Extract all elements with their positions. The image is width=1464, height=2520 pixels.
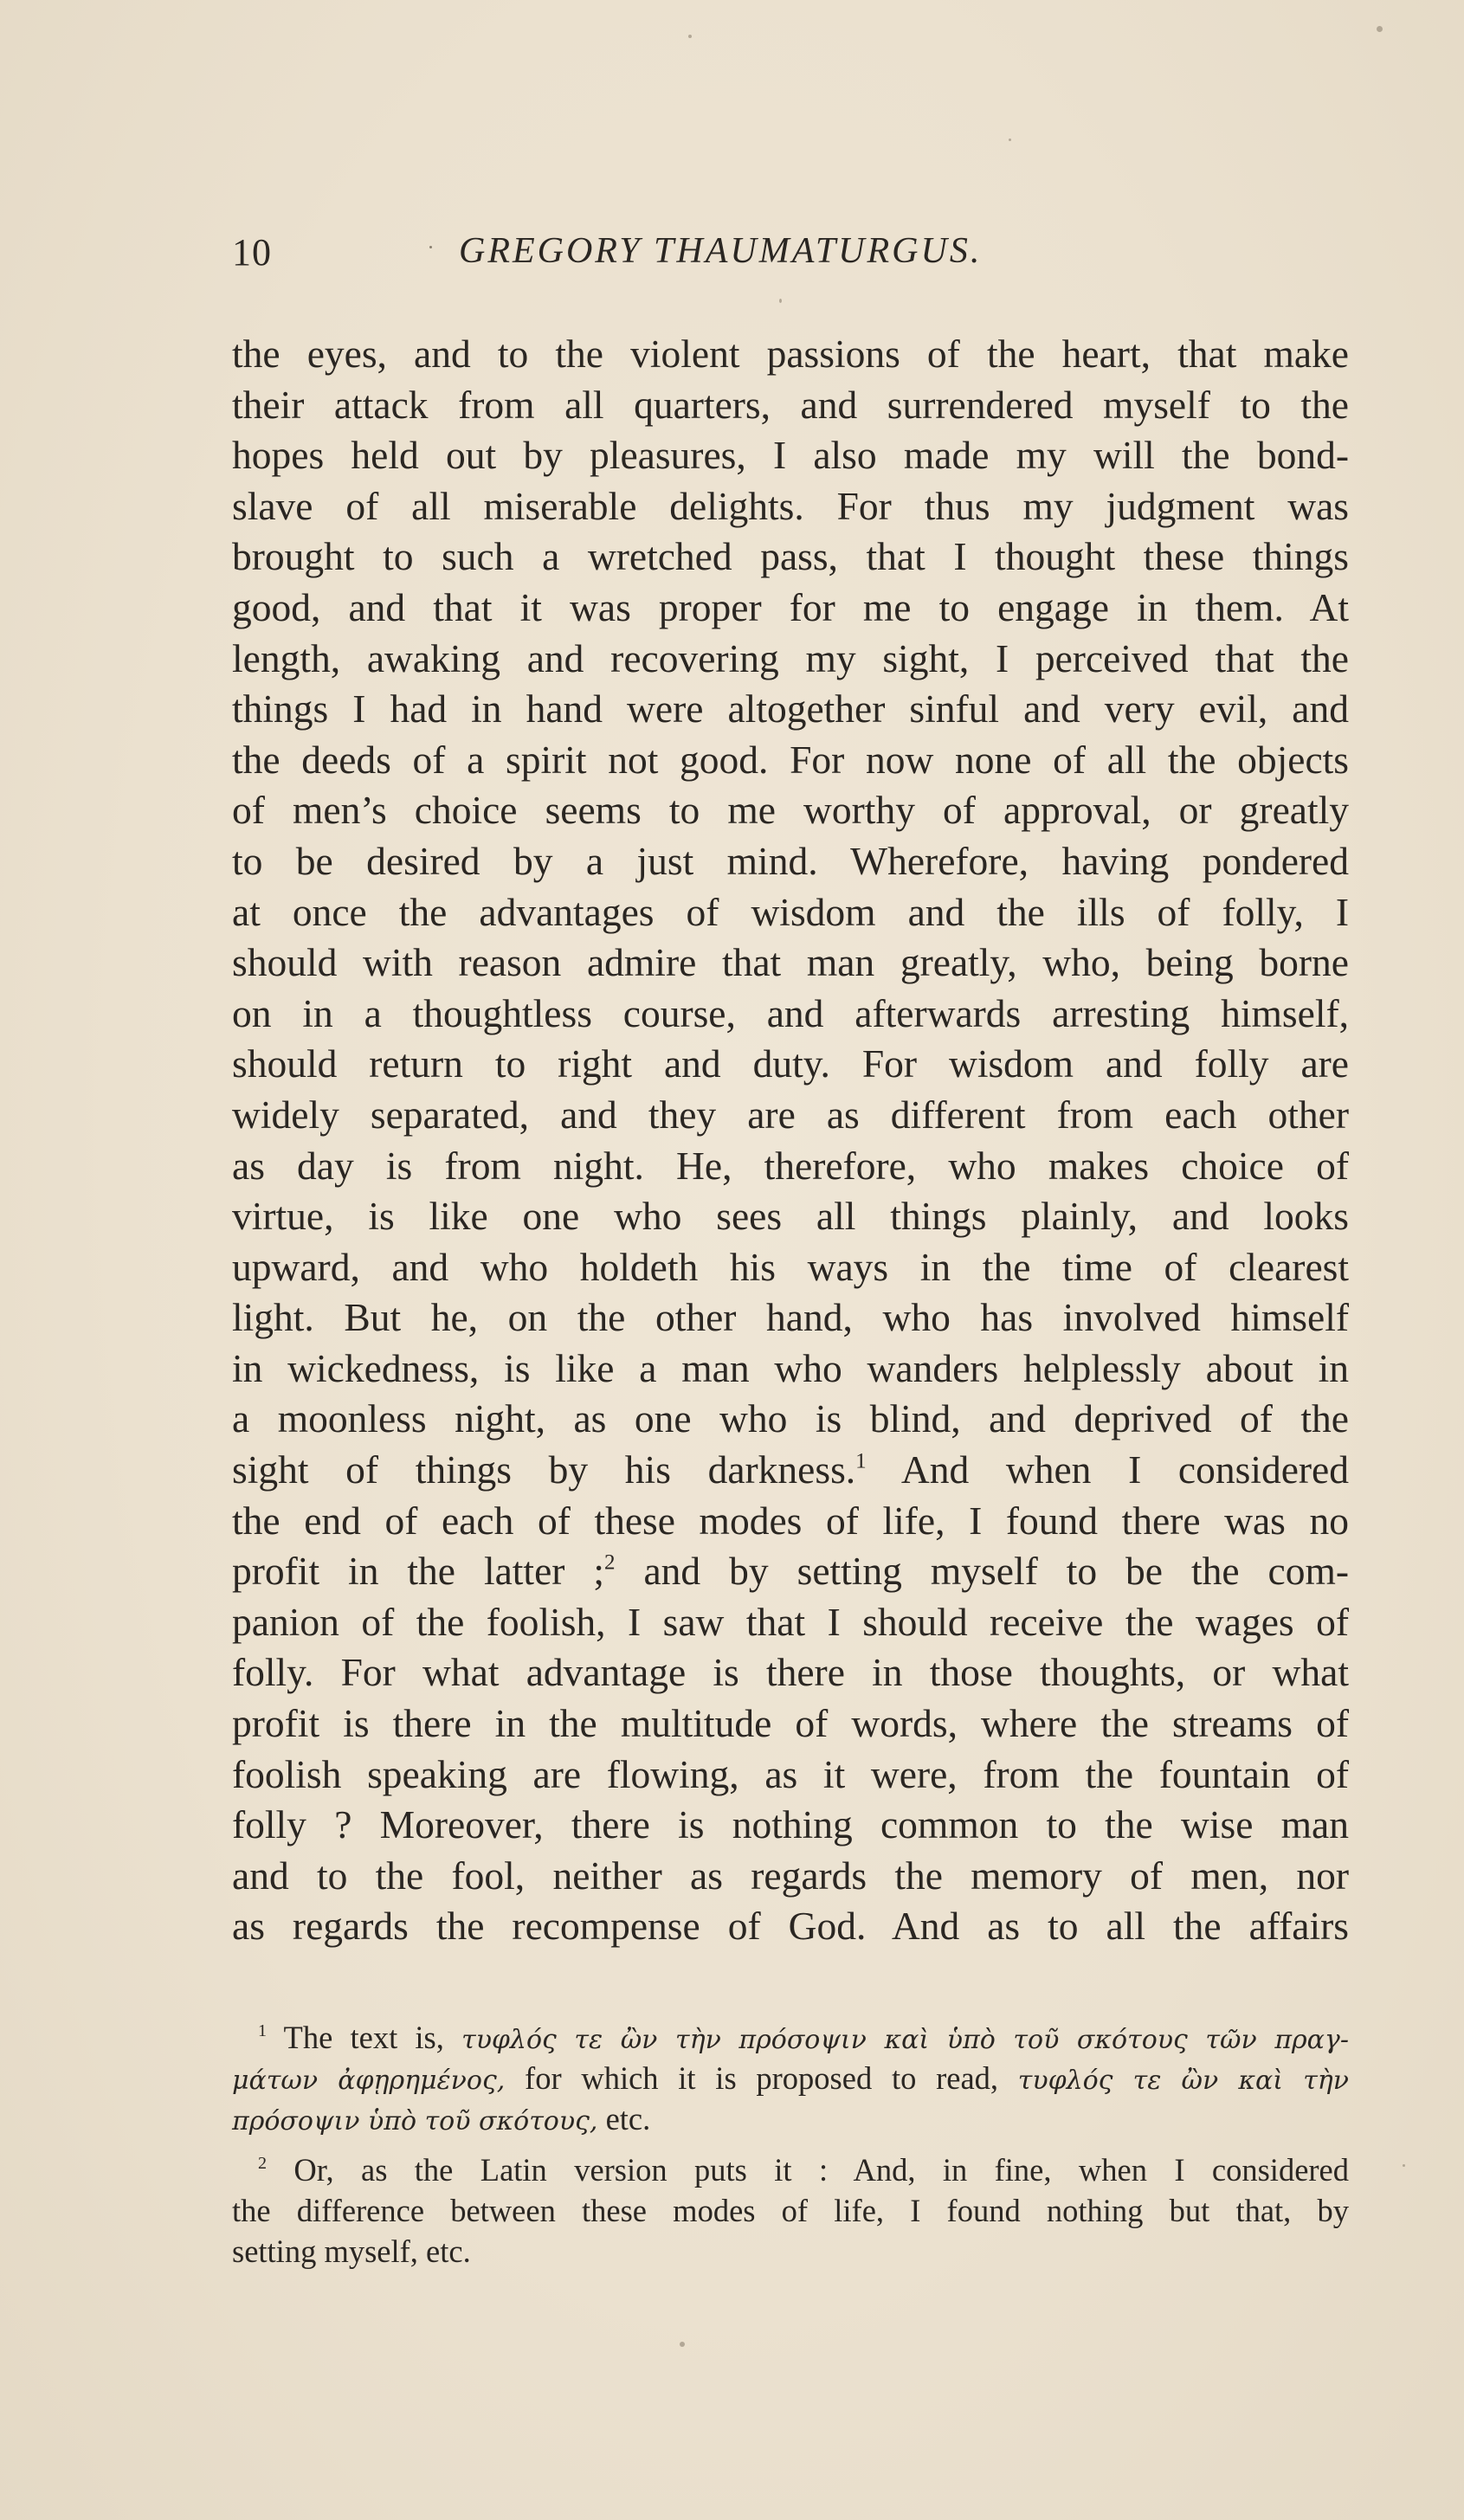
page-header: [232, 230, 1349, 282]
text-segment: profit in the latter ;: [232, 1549, 605, 1594]
text-line: folly. For what advantage is there in those thoughts, or what: [232, 1650, 1349, 1695]
text-line: hopes held out by pleasures, I also made my will the bond-: [232, 433, 1349, 478]
text-line: and to the fool, neither as regards the memory of men, nor: [232, 1853, 1349, 1898]
footnote-text: etc.: [597, 2101, 651, 2137]
text-line: slave of all miserable delights. For thus my judgment was: [232, 483, 1349, 528]
text-line: to be desired by a just mind. Wherefore, having pondered: [232, 838, 1349, 883]
text-line-with-note-ref: [232, 1546, 1349, 1597]
greek-text: μάτων ἀφῃρημένος,: [232, 2066, 506, 2096]
paper-speck: [680, 2342, 685, 2347]
text-line: profit is there in the multitude of words, where the streams of: [232, 1701, 1349, 1746]
greek-text: τυφλός τε ὢν τὴν πρόσοψιν καὶ ὑπὸ τοῦ σκότους τῶν πραγ-: [461, 2025, 1349, 2055]
text-line-with-note-ref: [232, 1445, 1349, 1496]
text-line: length, awaking and recovering my sight, I perceived that the: [232, 635, 1349, 680]
footnote-spacer: [232, 2139, 1349, 2149]
text-line: should with reason admire that man greatly, who, being borne: [232, 940, 1349, 985]
text-line: as regards the recompense of God. And as to all the affairs: [232, 1904, 1349, 1949]
footnote-2-line: [232, 2149, 1349, 2190]
text-line: light. But he, on the other hand, who has involved himself: [232, 1295, 1349, 1340]
footnote-ref-2[interactable]: 2: [604, 1550, 616, 1575]
text-line: a moonless night, as one who is blind, and deprived of the: [232, 1396, 1349, 1441]
text-line: widely separated, and they are as different from each other: [232, 1092, 1349, 1137]
text-line: as day is from night. He, therefore, who makes choice of: [232, 1143, 1349, 1188]
text-line: of men’s choice seems to me worthy of approval, or greatly: [232, 788, 1349, 833]
paper-speck: [779, 299, 782, 303]
paper-speck: [1403, 2164, 1405, 2167]
text-line: upward, and who holdeth his ways in the time of clearest: [232, 1244, 1349, 1289]
text-segment: And when I considered: [866, 1447, 1350, 1492]
text-line: foolish speaking are flowing, as it were, from the fountain of: [232, 1751, 1349, 1796]
header-ornament: [429, 246, 432, 248]
text-line: things I had in hand were altogether sinful and very evil, and: [232, 686, 1349, 732]
footnote-1-marker: 1: [258, 2021, 268, 2040]
paper-speck: [1377, 26, 1383, 32]
paper-speck: [688, 35, 692, 38]
footnote-1-line: [232, 2098, 1349, 2139]
text-line: on in a thoughtless course, and afterwards arresting himself,: [232, 990, 1349, 1035]
text-line: virtue, is like one who sees all things plainly, and looks: [232, 1194, 1349, 1239]
footnote-text: The text is,: [267, 2020, 462, 2055]
footnote-2-marker: 2: [258, 2153, 268, 2173]
footnote-1-line: [232, 2017, 1349, 2058]
text-line: in wickedness, is like a man who wanders helplessly about in: [232, 1345, 1349, 1390]
footnote-2-line: the difference between these modes of life, I found nothing but that, by: [232, 2193, 1349, 2228]
text-segment: sight of things by his darkness.: [232, 1447, 856, 1492]
text-line: good, and that it was proper for me to engage in them. At: [232, 584, 1349, 629]
text-line: the deeds of a spirit not good. For now none of all the objects: [232, 737, 1349, 782]
text-line: panion of the foolish, I saw that I should receive the wages of: [232, 1599, 1349, 1644]
text-line: the end of each of these modes of life, I found there was no: [232, 1498, 1349, 1543]
footnote-1-line: [232, 2058, 1349, 2098]
text-line: brought to such a wretched pass, that I thought these things: [232, 534, 1349, 579]
text-line: their attack from all quarters, and surrendered myself to the: [232, 382, 1349, 427]
greek-text: τυφλός τε ὢν καὶ τὴν: [1017, 2066, 1349, 2096]
footnote-text: for which it is proposed to read,: [505, 2060, 1018, 2096]
footnote-ref-1[interactable]: 1: [855, 1449, 867, 1473]
text-line: the eyes, and to the violent passions of the heart, that make: [232, 332, 1349, 376]
running-title: GREGORY THAUMATURGUS.: [459, 231, 983, 271]
body-text: [232, 329, 1349, 1952]
footnotes: [232, 2017, 1349, 2272]
page-number: 10: [232, 231, 272, 274]
greek-text: πρόσοψιν ὑπὸ τοῦ σκότους,: [232, 2106, 598, 2137]
footnote-2-line: setting myself, etc.: [232, 2233, 471, 2269]
footnote-text: Or, as the Latin version puts it : And, in fine, when I considered: [267, 2152, 1349, 2188]
paper-speck: [1009, 139, 1011, 141]
text-line: at once the advantages of wisdom and the ills of folly, I: [232, 889, 1349, 934]
text-segment: and by setting myself to be the com-: [615, 1549, 1349, 1594]
text-line: folly ? Moreover, there is nothing common to the wise man: [232, 1802, 1349, 1847]
text-line: should return to right and duty. For wisdom and folly are: [232, 1041, 1349, 1086]
